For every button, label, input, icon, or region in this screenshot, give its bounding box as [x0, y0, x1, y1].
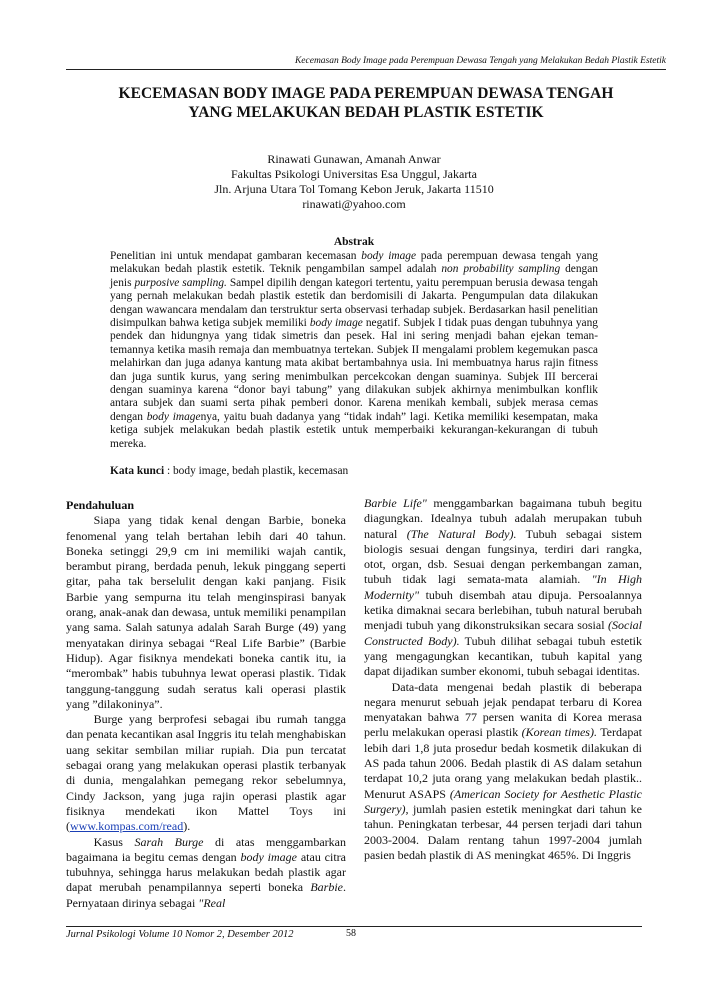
paragraph: Data-data mengenai bedah plastik di beberapa negara menurut sebuah jejak pendapat terbaru di Korea menyatakan bahwa 77 persen wanita di Korea merasa perlu melakukan operasi plastik (Korean times). Terdapat lebih dari 1,8 juta prosedur bedah kosmetik dilakukan di AS pada tahun 2006. Bedah plastik di AS dalam setahun terdapat 10,2 juta orang yang melakukan bedah plastik.. Menurut ASAPS (American Society for Aesthetic Plastic Surgery), jumlah pasien estetik meningkat dari tahun ke tahun. Peningkatan terbesar, 44 persen terjadi dari tahun 2003-2004. Dalam rentang tahun 1997-2004 jumlah pasien bedah plastik di AS meningkat 465%. Di Inggris: [364, 679, 642, 862]
author-email: rinawati@yahoo.com: [302, 197, 406, 211]
paragraph: Siapa yang tidak kenal dengan Barbie, boneka fenomenal yang telah bertahan lebih dari 40 tahun. Boneka setinggi 29,9 cm ini memiliki wajah cantik, berambut pirang, berdada penuh, lekuk pinggang seperti gitar, paha tak berselulit dengan kaki panjang. Fisik Barbie yang sempurna itu telah menginspirasi banyak orang, anak-anak dan dewasa, untuk memiliki penampilan yang sama. Salah satunya adalah Sarah Burge (49) yang menyatakan dirinya sebagai “Real Life Barbie” (Barbie Hidup). Agar fisiknya mendekati boneka cantik itu, ia “merombak” habis tubuhnya lewat operasi plastik. Tidak tanggung-tanggung sudah seratus kali operasi plastik yang ”dilakoninya”.: [66, 513, 346, 711]
title-line-2: YANG MELAKUKAN BEDAH PLASTIK ESTETIK: [188, 104, 544, 121]
footer-journal-info: Jurnal Psikologi Volume 10 Nomor 2, Desember 2012: [66, 929, 294, 940]
author-block: [110, 152, 598, 212]
keywords: [110, 464, 598, 478]
paragraph: Burge yang berprofesi sebagai ibu rumah tangga dan penata kecantikan asal Inggris itu telah menghabiskan uang sekitar sembilan miliar rupiah. Dia pun tercatat sebagai orang yang melakukan operasi plastik terbanyak di dunia, mengalahkan pemegang rekor sebelumnya, Cindy Jackson, yang juga rajin operasi plastik agar fisiknya mendekati ikon Mattel Toys ini (www.kompas.com/read).: [66, 712, 346, 834]
author-address: Jln. Arjuna Utara Tol Tomang Kebon Jeruk, Jakarta 11510: [214, 182, 494, 196]
article-title: [66, 84, 666, 122]
title-line-1: KECEMASAN BODY IMAGE PADA PEREMPUAN DEWASA TENGAH: [118, 85, 614, 102]
left-column: [66, 498, 346, 911]
page-number: 58: [346, 928, 356, 939]
author-names: Rinawati Gunawan, Amanah Anwar: [267, 152, 441, 166]
section-heading-pendahuluan: Pendahuluan: [66, 498, 135, 512]
keywords-label: Kata kunci: [110, 465, 165, 477]
paragraph: Kasus Sarah Burge di atas menggambarkan bagaimana ia begitu cemas dengan body image atau citra tubuhnya, sehingga harus melakukan bedah plastik agar dapat merubah penampilannya seperti boneka Barbie. Pernyataan dirinya sebagai "Real: [66, 834, 346, 910]
kompas-link[interactable]: www.kompas.com/read: [70, 819, 184, 834]
author-affiliation: Fakultas Psikologi Universitas Esa Unggul, Jakarta: [231, 167, 477, 181]
abstract-heading: Abstrak: [333, 236, 375, 248]
footer-divider: [66, 926, 642, 927]
keywords-text: : body image, bedah plastik, kecemasan: [164, 465, 349, 477]
right-column: [364, 496, 642, 863]
abstract-text: Penelitian ini untuk mendapat gambaran kecemasan body image pada perempuan dewasa tengah yang melakukan bedah plastik estetik. Teknik pengambilan sampel adalah non probability sampling dengan jenis purposive sampling. Sampel dipilih dengan kategori tertentu, yaitu perempuan berusia dewasa tengah yang pernah melakukan bedah plastik estetik dan berdomisili di Jakarta. Pengumpulan data dilakukan dengan wawancara mendalam dan terstruktur serta observasi terhadap subjek. Berdasarkan hasil penelitian disimpulkan bahwa ketiga subjek memiliki body image negatif. Subjek I tidak puas dengan tubuhnya yang pendek dan hidungnya yang tidak simetris dan pesek. Hal ini sering menjadi bahan ejekan teman-temannya ketika masih remaja dan membuatnya tertekan. Subjek II mengalami problem kegemukan pasca melahirkan dan juga adanya kantung mata akibat bertambahnya usia. Ini membuatnya harus rajin fitness dan juga suntik kurus, yang sering menimbulkan percekcokan dengan suaminya. Subjek III bercerai dengan suaminya karena “donor bayi tabung” yang dilakukan subjek akhirnya menimbulkan konflik antara subjek dan suami serta pihak pemberi donor. Karena menikah kembali, subjek merasa cemas dengan body imagenya, yaitu buah dadanya yang “tidak indah” lagi. Ketika memiliki kesempatan, maka ketiga subjek melakukan bedah plastik estetik untuk memperbaiki kekurangan-kekurangan di tubuh mereka.: [110, 250, 598, 450]
running-head: Kecemasan Body Image pada Perempuan Dewasa Tengah yang Melakukan Bedah Plastik Estetik: [66, 56, 666, 70]
paragraph: Barbie Life" menggambarkan bagaimana tubuh begitu diagungkan. Idealnya tubuh adalah merupakan tubuh natural (The Natural Body). Tubuh sebagai sistem biologis sesuai dengan fungsinya, terdiri dari rangka, otot, organ, dsb. Sesuai dengan perkembangan zaman, tubuh tidak lagi semata-mata alamiah. "In High Modernity" tubuh disembah atau dipuja. Persoalannya ketika dimaknai secara berlebihan, tubuh natural berubah menjadi tubuh yang dikonstruksikan secara sosial (Social Constructed Body). Tubuh dilihat sebagai tubuh estetik yang mengagungkan kecantikan, tubuh kapital yang dapat dijadikan sumber ekonomi, tubuh sebagai identitas.: [364, 496, 643, 679]
